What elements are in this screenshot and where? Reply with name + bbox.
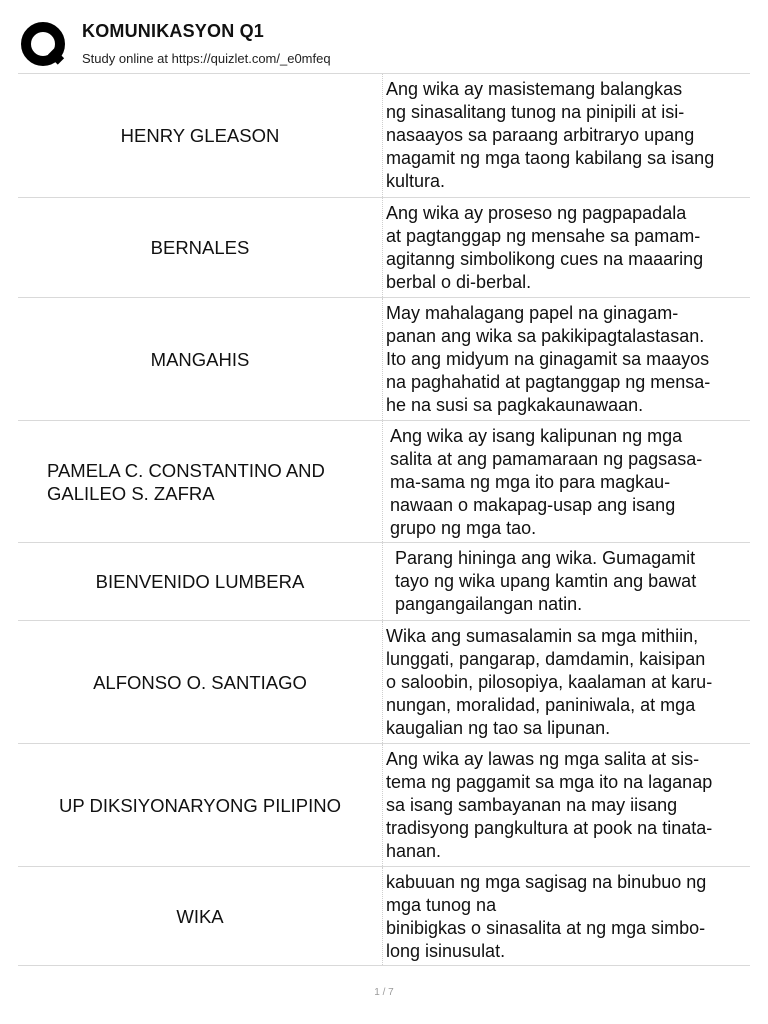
quizlet-q-logo-icon [19,20,71,72]
flashcard-row [18,866,750,966]
card-definition: Parang hininga ang wika. Gumagamit tayo ng wika upang kamtin ang bawat pangangailangan natin. [395,548,697,614]
card-divider [382,421,383,542]
card-term: MANGAHIS [150,348,250,370]
card-term: PAMELA C. CONSTANTINO AND GALILEO S. ZAFRA [47,459,325,504]
card-divider [382,543,383,620]
set-title: KOMUNIKASYON Q1 [82,21,265,41]
card-divider [382,744,383,866]
card-definition: Ang wika ay lawas ng mga salita at sis- tema ng paggamit sa mga ito na laganap sa isang sambayanan na may iisang tradisyong pangkultura at pook na tinata- hanan. [386,749,713,861]
card-term: UP DIKSIYONARYONG PILIPINO [58,794,342,816]
flashcard-row [18,542,750,620]
card-definition: Ang wika ay masistemang balangkas ng sinasalitang tunog na pinipili at isi- nasaayos sa paraang arbitraryo upang magamit ng mga taong kabilang sa isang kultura. [386,79,715,191]
card-term: ALFONSO O. SANTIAGO [93,671,307,693]
card-divider [382,867,383,965]
card-definition: Ang wika ay proseso ng pagpapadala at pagtanggap ng mensahe sa pamam- agitanng simbolikong cues na maaaring berbal o di-berbal. [386,203,704,292]
card-definition: May mahalagang papel na ginagam- panan ang wika sa pakikipagtalastasan. Ito ang midyum na ginagamit sa maayos na paghahatid at pagtanggap ng mensa- he na susi sa pagkakaunawaan. [386,303,711,415]
flashcard-list [18,73,750,966]
page-header [0,0,768,74]
flashcard-row [18,743,750,866]
card-term: BIENVENIDO LUMBERA [95,571,305,592]
flashcard-row [18,297,750,420]
card-term: WIKA [176,905,224,927]
card-definition: kabuuan ng mga sagisag na binubuo ng mga tunog na binibigkas o sinasalita at ng mga simbo- long isinusulat. [386,872,707,961]
card-divider [382,298,383,420]
card-divider [382,74,383,197]
flashcard-row [18,73,750,197]
card-divider [382,198,383,297]
flashcard-row [18,620,750,743]
card-term: BERNALES [150,237,250,258]
flashcard-row [18,197,750,297]
card-definition: Ang wika ay isang kalipunan ng mga salita at ang pamamaraan ng pagsasa- ma-sama ng mga ito para magkau- nawaan o makapag-usap ang isang grupo ng mga tao. [390,426,703,538]
card-divider [382,621,383,743]
card-definition: Wika ang sumasalamin sa mga mithiin, lunggati, pangarap, damdamin, kaisipan o saloobin, pilosopiya, kaalaman at karu- nungan, moralidad, paniniwala, at mga kaugalian ng tao sa lipunan. [386,626,713,738]
flashcard-row [18,420,750,542]
card-term: HENRY GLEASON [120,125,280,146]
page-indicator: 1 / 7 [374,987,394,998]
study-online-link[interactable]: Study online at https://quizlet.com/_e0mfeq [82,51,331,66]
